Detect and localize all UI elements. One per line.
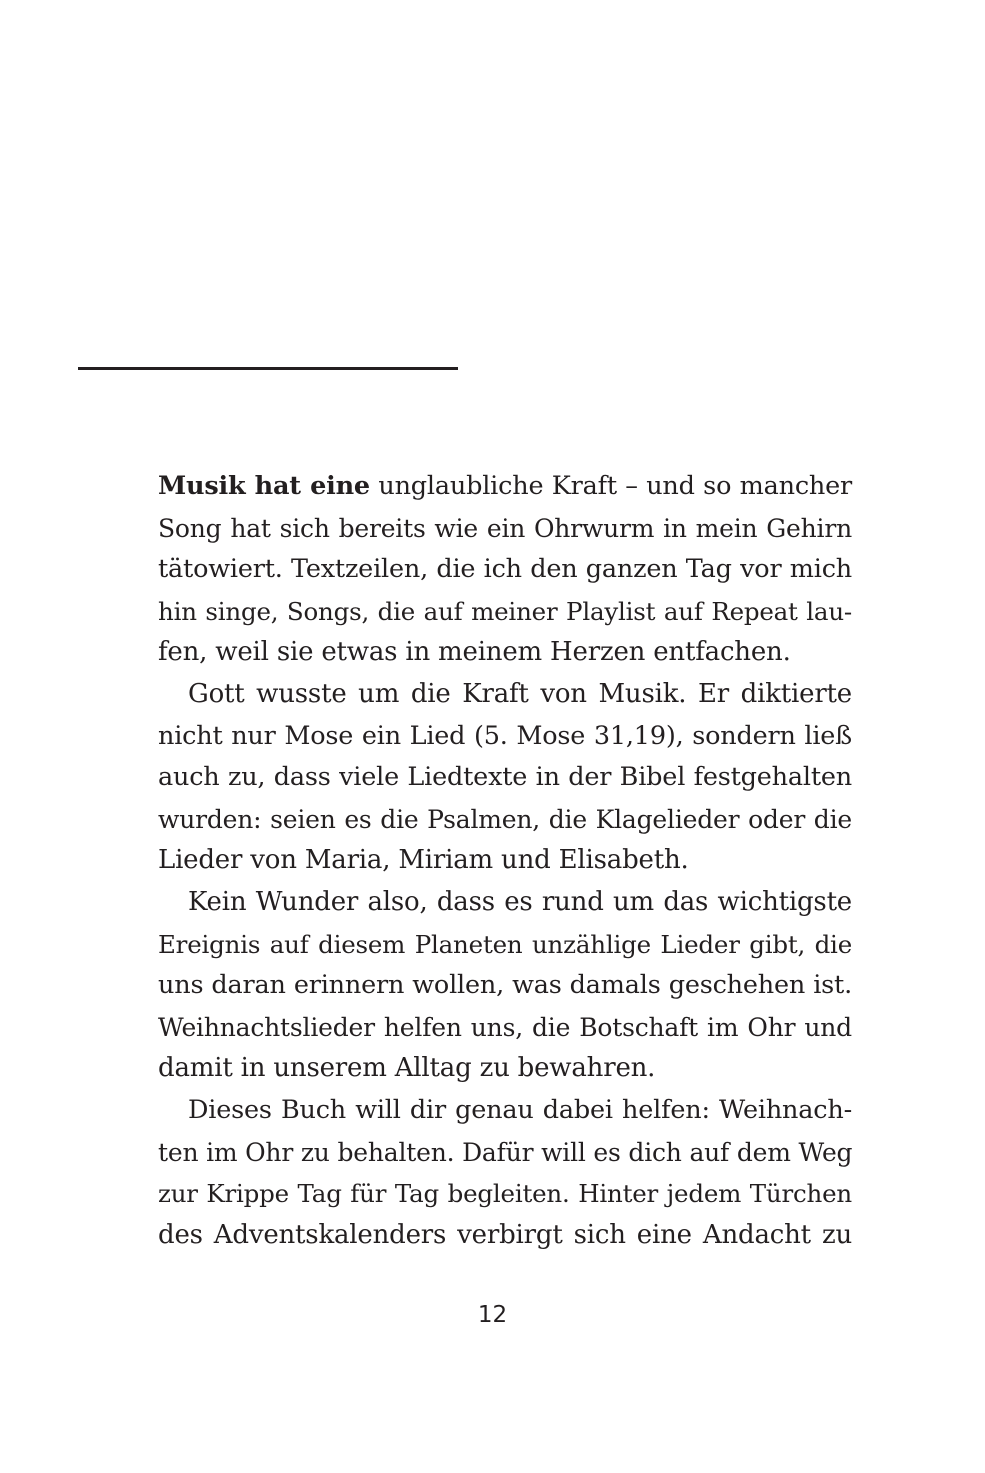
decorative-rule xyxy=(78,367,458,370)
text-line: uns daran erinnern wollen, was damals geschehen ist. xyxy=(158,970,852,1001)
text-line: Dieses Buch will dir genau dabei helfen: Weihnach- xyxy=(188,1094,852,1125)
text-line: Weihnachtslieder helfen uns, die Botschaft im Ohr und xyxy=(158,1012,852,1042)
text-line: Kein Wunder also, dass es rund um das wichtigste xyxy=(188,886,852,917)
text-line: ten im Ohr zu behalten. Dafür will es dich auf dem Weg xyxy=(158,1137,853,1167)
text-line: hin singe, Songs, die auf meiner Playlist auf Repeat lau- xyxy=(158,596,852,626)
body-text xyxy=(158,466,852,1256)
lead-in: Musik hat eine xyxy=(158,471,370,501)
text-line: des Adventskalenders verbirgt sich eine Andacht zu xyxy=(158,1219,852,1250)
page-number: 12 xyxy=(477,1302,508,1328)
text-line: zur Krippe Tag für Tag begleiten. Hinter jedem Türchen xyxy=(158,1179,852,1209)
text-line: Ereignis auf diesem Planeten unzählige Lieder gibt, die xyxy=(158,929,852,959)
text-line: nicht nur Mose ein Lied (5. Mose 31,19), sondern ließ xyxy=(158,720,852,751)
text-line: wurden: seien es die Psalmen, die Klagelieder oder die xyxy=(158,804,852,834)
text-line: auch zu, dass viele Liedtexte in der Bibel festgehalten xyxy=(158,762,852,793)
text-line: Song hat sich bereits wie ein Ohrwurm in mein Gehirn xyxy=(158,513,852,543)
text-line: Gott wusste um die Kraft von Musik. Er diktierte xyxy=(188,678,852,709)
text-line: tätowiert. Textzeilen, die ich den ganzen Tag vor mich xyxy=(158,554,852,585)
text-line: Musik hat eine unglaubliche Kraft – und so mancher xyxy=(158,471,853,501)
text-line: fen, weil sie etwas in meinem Herzen entfachen. xyxy=(158,637,791,668)
text-line: Lieder von Maria, Miriam und Elisabeth. xyxy=(158,845,689,876)
text-line: damit in unserem Alltag zu bewahren. xyxy=(158,1053,656,1084)
